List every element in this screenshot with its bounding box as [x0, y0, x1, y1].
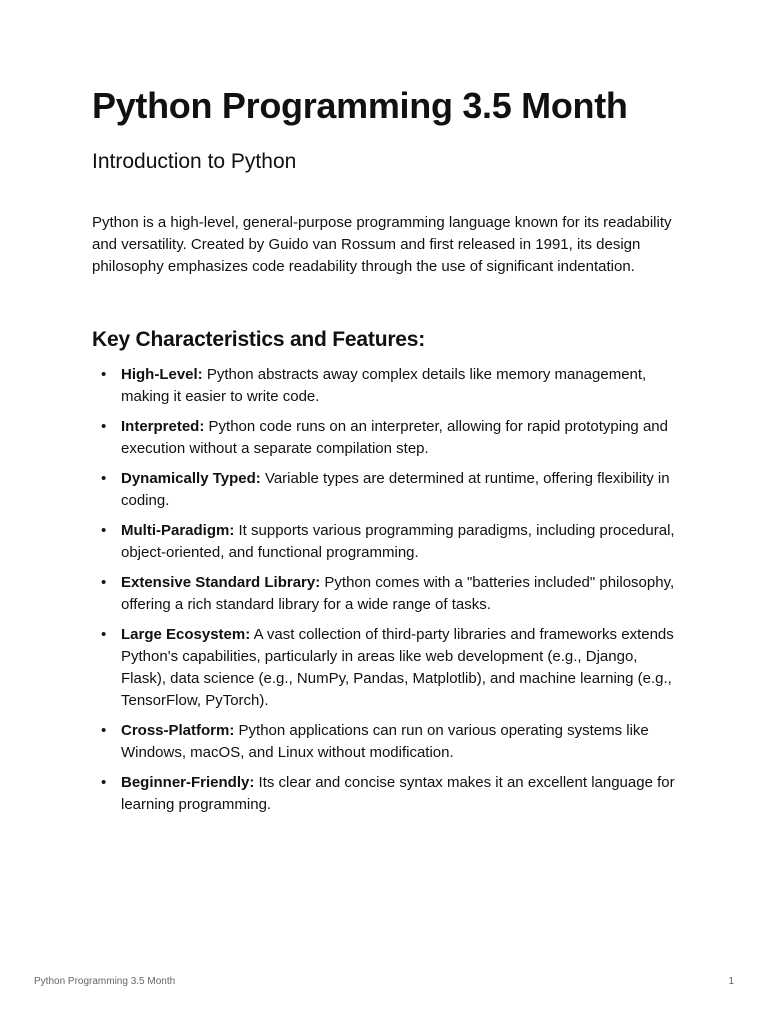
feature-term: High-Level:: [121, 366, 203, 383]
feature-description: Python abstracts away complex details like memory management, making it easier to write code.: [121, 366, 647, 405]
feature-list: [92, 364, 682, 816]
bullet-icon: •: [101, 366, 107, 383]
bullet-icon: •: [101, 418, 107, 435]
bullet-icon: •: [101, 626, 107, 643]
feature-description: It supports various programming paradigms, including procedural, object-oriented, and functional programming.: [121, 522, 675, 561]
feature-term: Multi-Paradigm:: [121, 522, 235, 539]
feature-term: Interpreted:: [121, 418, 205, 435]
list-item: [92, 468, 682, 512]
page-footer: [34, 976, 734, 987]
feature-term: Beginner-Friendly:: [121, 774, 255, 791]
page-number: 1: [728, 976, 734, 987]
feature-description: Its clear and concise syntax makes it an excellent language for learning programming.: [121, 774, 675, 813]
bullet-icon: •: [101, 522, 107, 539]
list-item: [92, 720, 682, 764]
list-item: [92, 572, 682, 616]
bullet-icon: •: [101, 774, 107, 791]
feature-description: Variable types are determined at runtime, offering flexibility in coding.: [121, 470, 670, 509]
bullet-icon: •: [101, 574, 107, 591]
list-item: [92, 624, 682, 712]
bullet-icon: •: [101, 722, 107, 739]
feature-description: Python comes with a "batteries included" philosophy, offering a rich standard library for a wide range of tasks.: [121, 574, 675, 613]
bullet-icon: •: [101, 470, 107, 487]
feature-term: Extensive Standard Library:: [121, 574, 321, 591]
list-item: [92, 416, 682, 460]
feature-description: Python code runs on an interpreter, allowing for rapid prototyping and execution without a separate compilation step.: [121, 418, 668, 457]
list-item: [92, 772, 682, 816]
document-body: [92, 84, 682, 824]
feature-term: Dynamically Typed:: [121, 470, 261, 487]
feature-description: A vast collection of third-party libraries and frameworks extends Python's capabilities, particularly in areas like web development (e.g., Django, Flask), data science (e.g., NumPy, Pandas, Matplotlib), and machine learning (e.g., TensorFlow, PyTorch).: [121, 626, 674, 709]
section-heading: Key Characteristics and Features:: [92, 328, 426, 351]
document-title: Python Programming 3.5 Month: [92, 85, 628, 126]
footer-title: Python Programming 3.5 Month: [34, 976, 176, 987]
feature-description: Python applications can run on various operating systems like Windows, macOS, and Linux without modification.: [121, 722, 649, 761]
intro-paragraph: Python is a high-level, general-purpose programming language known for its readability and versatility. Created by Guido van Rossum and first released in 1991, its design philosophy emphasizes code readability through the use of significant indentation.: [92, 214, 672, 275]
feature-term: Large Ecosystem:: [121, 626, 251, 643]
list-item: [92, 364, 682, 408]
feature-term: Cross-Platform:: [121, 722, 235, 739]
document-subtitle: Introduction to Python: [92, 150, 297, 173]
list-item: [92, 520, 682, 564]
